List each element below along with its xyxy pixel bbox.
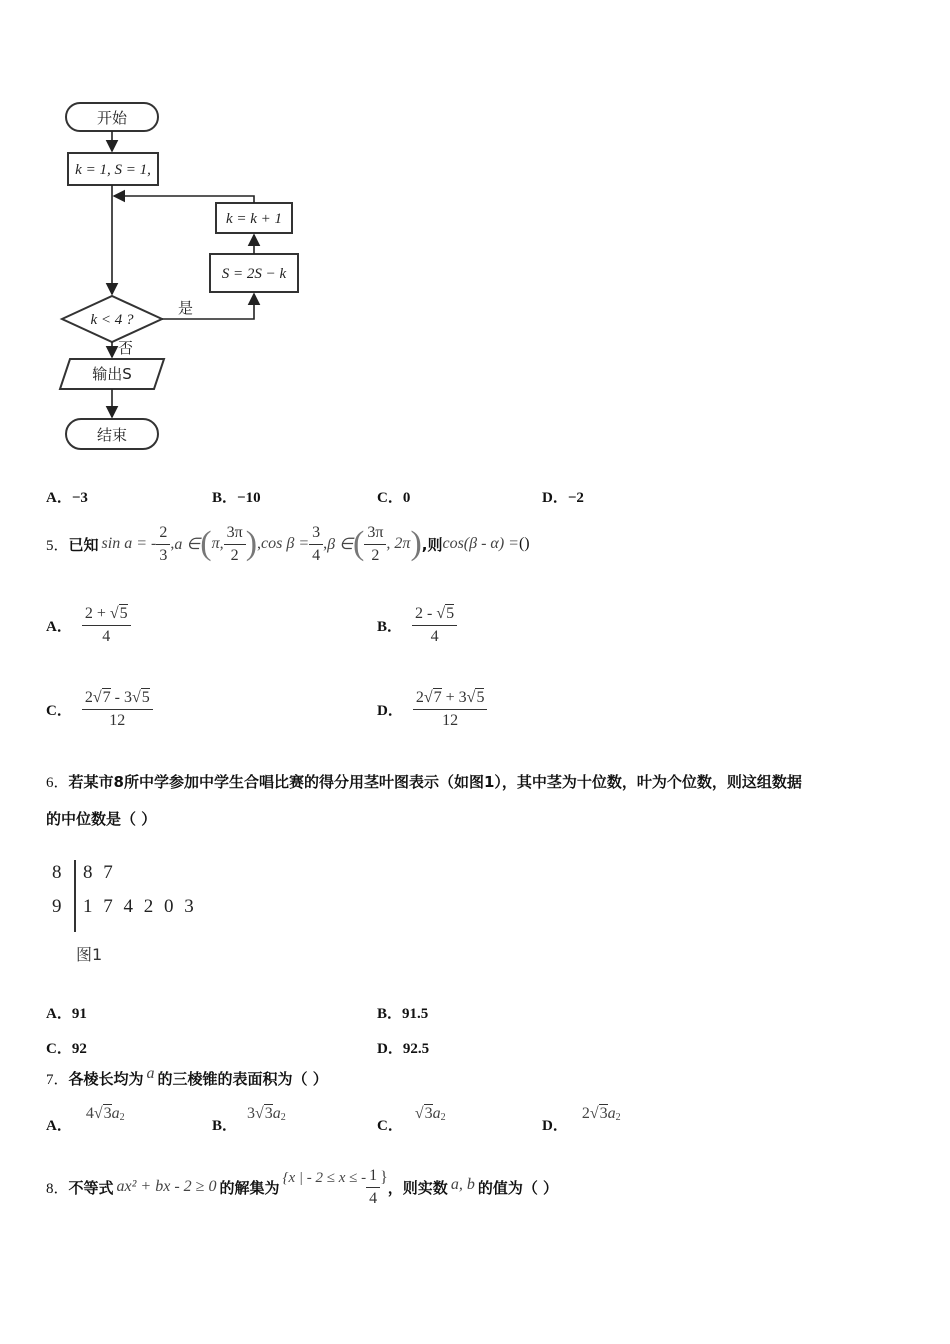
q5-option-d[interactable]: D． $\frac{2√7 + 3√5}{12}$: [377, 687, 487, 732]
q7-option-d[interactable]: D． 2 √ 3 a $_2$: [542, 1105, 621, 1134]
flow-no-label: 否: [118, 339, 134, 357]
q4-option-a[interactable]: A．−3: [46, 490, 88, 506]
svg-text:结束: 结束: [96, 426, 128, 444]
q6-option-a[interactable]: A．91: [46, 1006, 87, 1022]
flow-condition-diamond: [62, 296, 162, 342]
svg-text:k = 1, S = 1,: k = 1, S = 1,: [75, 162, 151, 178]
leaves-8: 8 7: [83, 862, 113, 883]
q6-option-b[interactable]: B．91.5: [377, 1006, 429, 1022]
q4-option-c[interactable]: C．0: [377, 490, 411, 506]
q8-stem: 8． 不等式 ax² + bx - 2 ≥ 0 的解集为 {x | - 2 ≤ x ≤ - $\frac{1}{4}$ } ，则实数 a, b 的值为（ ）: [46, 1166, 559, 1207]
figure-caption: 图1: [76, 945, 103, 964]
flowchart: [0, 0, 320, 470]
svg-text:输出S: 输出S: [92, 365, 132, 383]
q6-option-c[interactable]: C．92: [46, 1041, 87, 1057]
flow-end-terminal: [66, 419, 158, 449]
flow-start-terminal: [66, 103, 158, 131]
flow-yes-label: 是: [178, 299, 194, 317]
svg-text:k < 4 ?: k < 4 ?: [90, 312, 134, 328]
leaves-9: 1 7 4 2 0 3: [83, 896, 194, 917]
svg-text:S = 2S − k: S = 2S − k: [221, 266, 287, 282]
q4-option-d[interactable]: D．−2: [542, 490, 584, 506]
stem-leaf-plot: [46, 858, 246, 968]
q4-option-b[interactable]: B．−10: [212, 490, 261, 506]
flow-update-box: [210, 254, 298, 292]
q5-option-a[interactable]: A． $\frac{2 + √5}{4}$: [46, 603, 131, 648]
svg-text:k = k + 1: k = k + 1: [225, 211, 283, 227]
svg-text:开始: 开始: [96, 109, 128, 127]
q6-stem-line2: 的中位数是（ ）: [46, 810, 157, 828]
stem-divider: [74, 860, 76, 932]
flow-init-box: [68, 153, 158, 185]
q7-option-b[interactable]: B． 3 √ 3 a $_2$: [212, 1105, 286, 1134]
stem-9: 9: [52, 896, 62, 917]
flow-output-parallelogram: [60, 359, 164, 389]
q6-stem-line1: 6．若某市8所中学参加中学生合唱比赛的得分用茎叶图表示（如图1），其中茎为十位数，叶为个位数，则这组数据: [46, 773, 802, 791]
stem-8: 8: [52, 862, 62, 883]
q7-option-a[interactable]: A． 4 √ 3 a $_2$: [46, 1105, 125, 1134]
q5-option-b[interactable]: B． $\frac{2 - √5}{4}$: [377, 603, 457, 648]
q7-stem: 7． 各棱长均为 a 的三棱锥的表面积为（ ）: [46, 1064, 328, 1088]
q7-option-c[interactable]: C． √ 3 a $_2$: [377, 1105, 446, 1134]
q5-option-c[interactable]: C． $\frac{2√7 - 3√5}{12}$: [46, 687, 153, 732]
q5-stem: 5． 已知 sin a = - $\frac{2}{3}$ , a ∈ ( π, $\frac{3\pi}{2}$ ) , cos β = $\frac{3}{4}$ , β ∈ ( $\frac{3\pi}{2}$ , 2π ) ,则 cos(β - α) = (): [46, 523, 530, 564]
q6-option-d[interactable]: D．92.5: [377, 1041, 430, 1057]
flow-inc-box: [216, 203, 292, 233]
